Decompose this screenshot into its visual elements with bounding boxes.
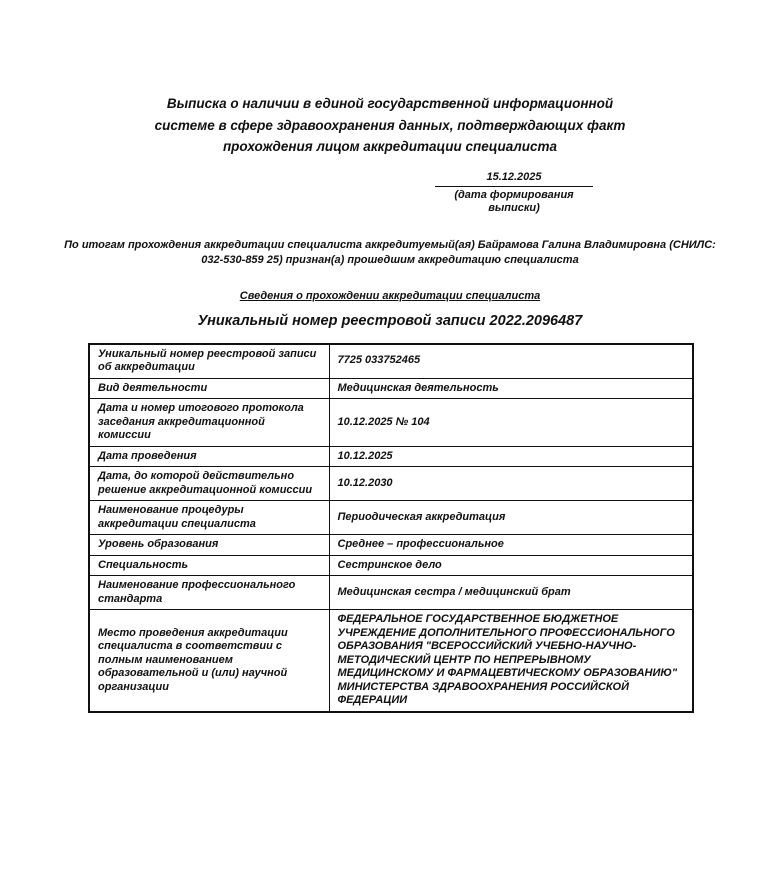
table-row-registry-number bbox=[89, 344, 693, 379]
title-line-3: прохождения лицом аккредитации специалиста bbox=[222, 139, 558, 154]
summary-line-1: По итогам прохождения аккредитации специалиста аккредитуемый(ая) Байрамова Галина Владимировна (СНИЛС: bbox=[64, 238, 716, 251]
field-value: Периодическая аккредитация bbox=[329, 501, 693, 535]
field-value: 7725 033752465 bbox=[329, 344, 693, 379]
field-label: Место проведения аккредитации специалиста в соответствии с полным наименованием образовательной и (или) научной организации bbox=[89, 610, 329, 712]
title-line-2: системе в сфере здравоохранения данных, подтверждающих факт bbox=[154, 117, 626, 133]
section-heading: Сведения о прохождении аккредитации специалиста bbox=[239, 289, 541, 302]
field-label: Наименование профессионального стандарта bbox=[89, 576, 329, 610]
field-label: Уникальный номер реестровой записи об аккредитации bbox=[89, 344, 329, 379]
table-row-specialty bbox=[89, 555, 693, 576]
field-label: Наименование процедуры аккредитации специалиста bbox=[89, 501, 329, 535]
field-value: ФЕДЕРАЛЬНОЕ ГОСУДАРСТВЕННОЕ БЮДЖЕТНОЕ УЧРЕЖДЕНИЕ ДОПОЛНИТЕЛЬНОГО ПРОФЕССИОНАЛЬНОГО ОБРАЗОВАНИЯ "ВСЕРОССИЙСКИЙ УЧЕБНО-НАУЧНО-МЕТОДИЧЕСКИЙ ЦЕНТР ПО НЕПРЕРЫВНОМУ МЕДИЦИНСКОМУ И ФАРМАЦЕВТИЧЕСКОМУ ОБРАЗОВАНИЮ" МИНИСТЕРСТВА ЗДРАВООХРАНЕНИЯ РОССИЙСКОЙ ФЕДЕРАЦИИ bbox=[329, 610, 693, 712]
field-label: Дата, до которой действительно решение аккредитационной комиссии bbox=[89, 467, 329, 501]
document-title bbox=[0, 0, 780, 158]
table-row-professional-standard bbox=[89, 576, 693, 610]
field-label: Специальность bbox=[89, 555, 329, 576]
table-row-procedure-name bbox=[89, 501, 693, 535]
field-value: 10.12.2030 bbox=[329, 467, 693, 501]
issue-date-value: 15.12.2025 bbox=[435, 171, 593, 187]
summary-line-2: 032-530-859 25) признан(а) прошедшим аккредитацию специалиста bbox=[201, 254, 579, 266]
table-row-accreditation-place bbox=[89, 610, 693, 712]
issue-date-block bbox=[435, 171, 593, 215]
table-row-activity-type bbox=[89, 378, 693, 399]
table-row-protocol bbox=[89, 399, 693, 447]
issue-date-caption: (дата формирования выписки) bbox=[454, 188, 574, 214]
field-label: Вид деятельности bbox=[89, 378, 329, 399]
field-label: Уровень образования bbox=[89, 535, 329, 556]
field-value: Медицинская деятельность bbox=[329, 378, 693, 399]
accreditation-summary bbox=[0, 238, 780, 269]
field-value: Медицинская сестра / медицинский брат bbox=[329, 576, 693, 610]
table-row-valid-until bbox=[89, 467, 693, 501]
field-value: Среднее – профессиональное bbox=[329, 535, 693, 556]
registry-number-heading: Уникальный номер реестровой записи 2022.2096487 bbox=[197, 312, 583, 329]
accreditation-details-table bbox=[88, 343, 694, 713]
table-row-education-level bbox=[89, 535, 693, 556]
field-value: 10.12.2025 bbox=[329, 446, 693, 467]
field-value: 10.12.2025 № 104 bbox=[329, 399, 693, 447]
title-line-1: Выписка о наличии в единой государственной информационной bbox=[166, 96, 614, 111]
field-value: Сестринское дело bbox=[329, 555, 693, 576]
field-label: Дата и номер итогового протокола заседания аккредитационной комиссии bbox=[89, 399, 329, 447]
table-row-date-held bbox=[89, 446, 693, 467]
field-label: Дата проведения bbox=[89, 446, 329, 467]
